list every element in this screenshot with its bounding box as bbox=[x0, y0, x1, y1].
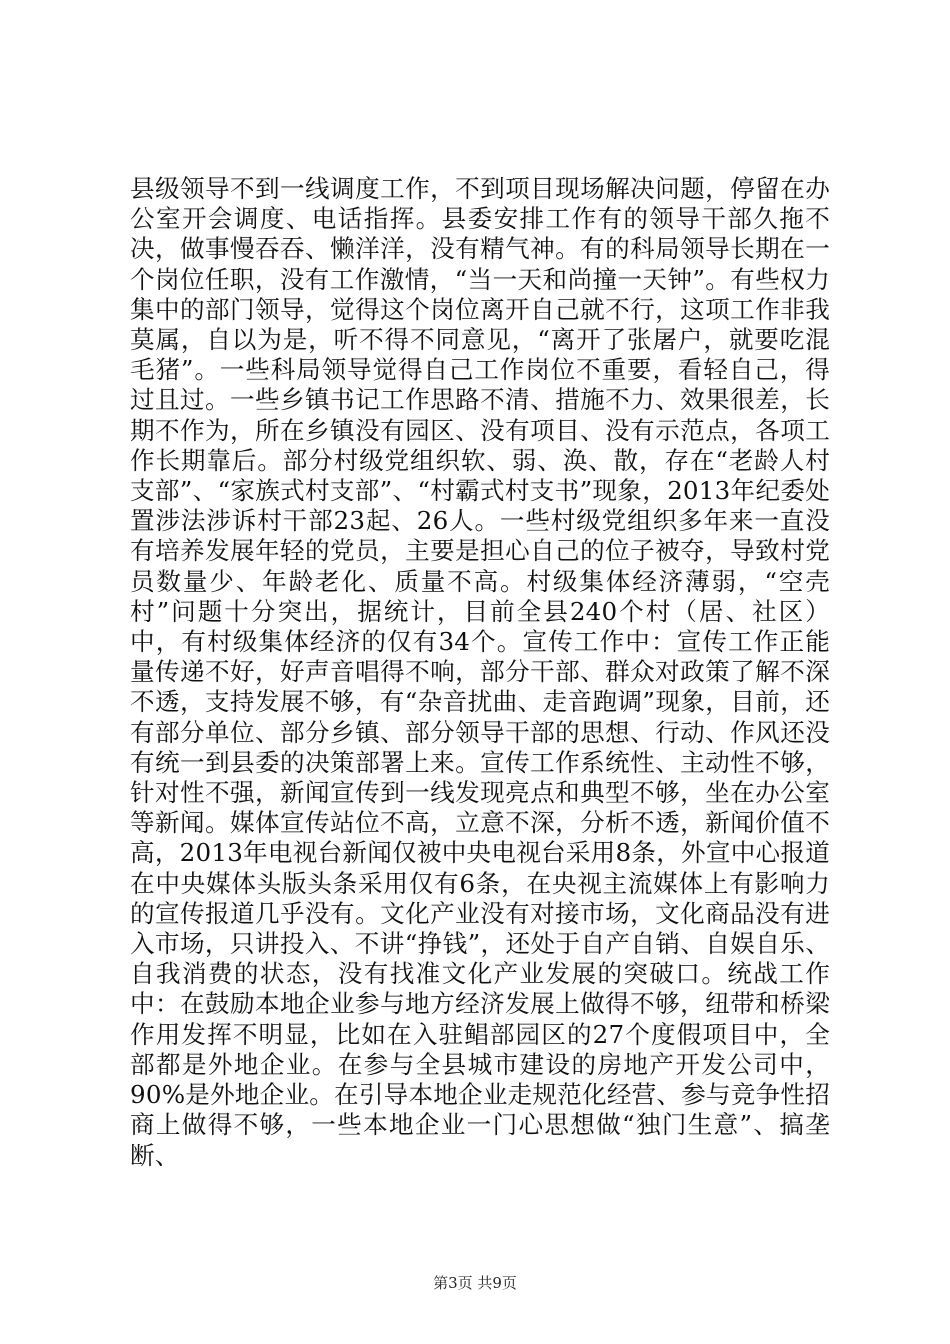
body-paragraph: 县级领导不到一线调度工作，不到项目现场解决问题，停留在办公室开会调度、电话指挥。县委安排工作有的领导干部久拖不决，做事慢吞吞、懒洋洋，没有精气神。有的科局领导长期在一个岗位任职，没有工作激情，“当一天和尚撞一天钟”。有些权力集中的部门领导，觉得这个岗位离开自己就不行，这项工作非我莫属，自以为是，听不得不同意见，“离开了张屠户，就要吃混毛猪”。一些科局领导觉得自己工作岗位不重要，看轻自己，得过且过。一些乡镇书记工作思路不清、措施不力、效果很差，长期不作为，所在乡镇没有园区、没有项目、没有示范点，各项工作长期靠后。部分村级党组织软、弱、涣、散，存在“老龄人村支部”、“家族式村支部”、“村霸式村支书”现象，2013年纪委处置涉法涉诉村干部23起、26人。一些村级党组织多年来一直没有培养发展年轻的党员，主要是担心自己的位子被夺，导致村党员数量少、年龄老化、质量不高。村级集体经济薄弱，“空壳村”问题十分突出，据统计，目前全县240个村（居、社区）中，有村级集体经济的仅有34个。宣传工作中：宣传工作正能量传递不好，好声音唱得不响，部分干部、群众对政策了解不深不透，支持发展不够，有“杂音扰曲、走音跑调”现象，目前，还有部分单位、部分乡镇、部分领导干部的思想、行动、作风还没有统一到县委的决策部署上来。宣传工作系统性、主动性不够，针对性不强，新闻宣传到一线发现亮点和典型不够，坐在办公室等新闻。媒体宣传站位不高，立意不深，分析不透，新闻价值不高，2013年电视台新闻仅被中央电视台采用8条，外宣中心报道在中央媒体头版头条采用仅有6条，在央视主流媒体上有影响力的宣传报道几乎没有。文化产业没有对接市场，文化商品没有进入市场，只讲投入、不讲“挣钱”，还处于自产自销、自娱自乐、自我消费的状态，没有找准文化产业发展的突破口。统战工作中：在鼓励本地企业参与地方经济发展上做得不够，纽带和桥梁作用发挥不明显，比如在入驻鲳部园区的27个度假项目中，全部都是外地企业。在参与全县城市建设的房地产开发公司中，90%是外地企业。在引导本地企业走规范化经营、参与竞争性招商上做得不够，一些本地企业一门心思想做“独门生意”、搞垄断、 bbox=[130, 174, 830, 1170]
page-number-footer: 第3页 共9页 bbox=[433, 1274, 517, 1292]
